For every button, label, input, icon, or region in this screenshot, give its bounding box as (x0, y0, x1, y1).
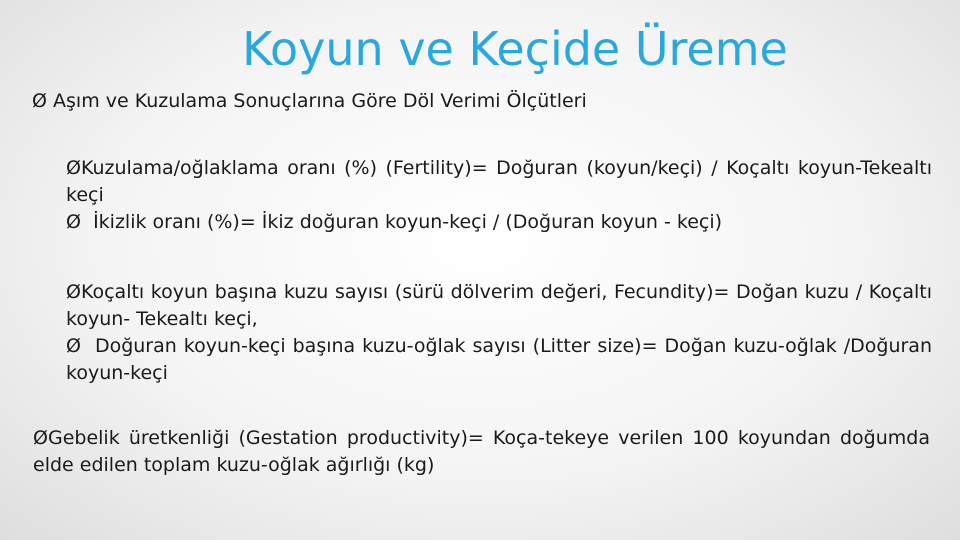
criterion-text: Kuzulama/oğlaklama oranı (%) (Fertility)= Doğuran (koyun/keçi) / Koçaltı koyun-Tekealtı keçi (66, 157, 932, 206)
criterion-twinning (66, 209, 932, 236)
arrow-bullet-icon: Ø (66, 157, 81, 179)
criteria-group-2 (66, 279, 932, 387)
criterion-litter-size (66, 333, 932, 387)
criteria-group-3 (33, 425, 930, 479)
criterion-fecundity (66, 279, 932, 333)
arrow-bullet-icon: Ø (66, 211, 81, 233)
criterion-text: Gebelik üretkenliği (Gestation productivity)= Koça-tekeye verilen 100 koyundan doğumda elde edilen toplam kuzu-oğlak ağırlığı (kg) (33, 427, 930, 476)
subtitle (32, 90, 587, 112)
criterion-text: Doğuran koyun-keçi başına kuzu-oğlak sayısı (Litter size)= Doğan kuzu-oğlak /Doğuran koyun-keçi (66, 335, 932, 384)
arrow-bullet-icon: Ø (66, 335, 81, 357)
subtitle-text: Aşım ve Kuzulama Sonuçlarına Göre Döl Verimi Ölçütleri (53, 90, 587, 112)
arrow-bullet-icon: Ø (32, 90, 47, 112)
criterion-gestation-productivity (33, 425, 930, 479)
criterion-text: Koçaltı koyun başına kuzu sayısı (sürü dölverim değeri, Fecundity)= Doğan kuzu / Koçaltı koyun- Tekealtı keçi, (66, 281, 932, 330)
slide-title: Koyun ve Keçide Üreme (242, 22, 788, 76)
arrow-bullet-icon: Ø (66, 281, 81, 303)
criteria-group-1 (66, 155, 932, 236)
arrow-bullet-icon: Ø (33, 427, 48, 449)
criterion-fertility (66, 155, 932, 209)
criterion-text: İkizlik oranı (%)= İkiz doğuran koyun-keçi / (Doğuran koyun - keçi) (93, 211, 723, 233)
